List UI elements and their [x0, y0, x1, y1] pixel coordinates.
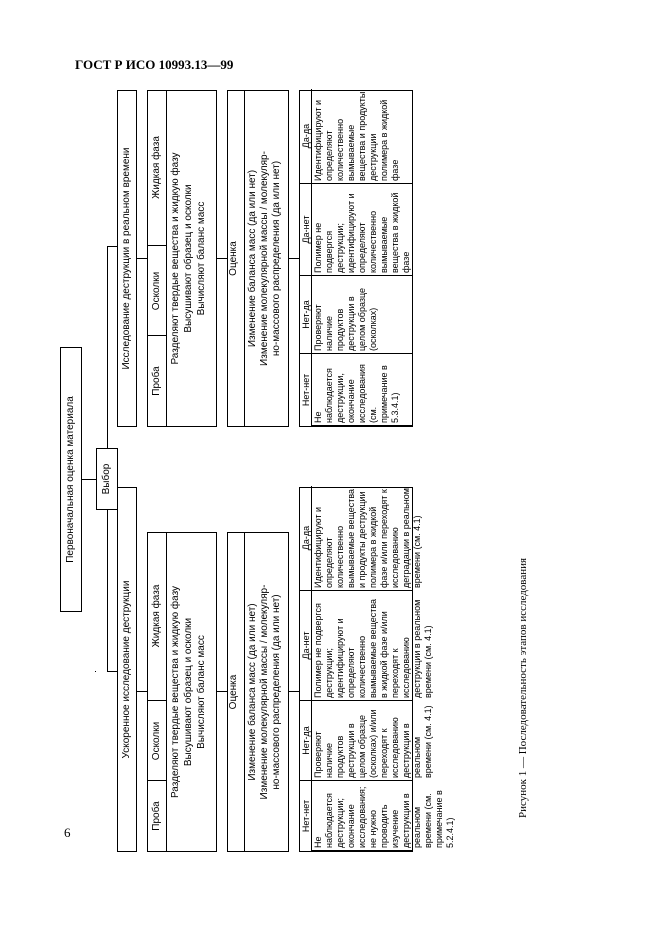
connector [217, 258, 227, 259]
connector [107, 246, 108, 386]
realtime-eval-box [227, 90, 289, 427]
step-mass-balance: Вычисляют баланс масс [196, 201, 207, 316]
connector [289, 691, 299, 692]
outcome-text: Проверяют наличие продуктов деструкции в целом образце (осколках) и/или переходят к исследованию деструкции в реальном времени (см. 4.1) [312, 701, 412, 781]
realtime-outcomes-table [299, 90, 413, 427]
eval-line: но-массового распределения (да или нет) [271, 594, 282, 790]
eval-title: Оценка [228, 91, 245, 426]
initial-evaluation-box [60, 347, 82, 612]
accelerated-study-header [117, 487, 137, 852]
step-separate: Разделяют твердые вещества и жидкую фазу [170, 152, 181, 365]
phase-sample: Проба [151, 801, 162, 831]
step-dry: Высушивают образец и осколки [183, 184, 194, 333]
outcome-text: Проверяют наличие продуктов деструкции в целом образце (осколках) [312, 276, 412, 354]
step-mass-balance: Вычисляют баланс масс [196, 635, 207, 749]
figure-caption: Рисунок 1 — Последовательность этапов исследования [517, 557, 529, 818]
eval-line: но-массового распределения (да или нет) [271, 160, 282, 357]
outcome-text: Не наблюдается деструкции, окончание исследования (см. примечание в 5.3.4.1) [312, 354, 412, 426]
step-separate: Разделяют твердые вещества и жидкую фазу [170, 585, 181, 799]
connector [107, 246, 117, 247]
connector [107, 671, 117, 672]
eval-line: Изменение баланса масс (да или нет) [247, 169, 258, 348]
accelerated-eval-box [227, 532, 289, 852]
realtime-study-header [117, 90, 137, 427]
phase-liquid: Жидкая фаза [151, 584, 162, 648]
connector [137, 691, 147, 692]
outcome-label: Да-да [300, 89, 312, 184]
phase-sample: Проба [151, 366, 162, 396]
realtime-phases-box [147, 90, 217, 427]
connector [289, 258, 299, 259]
eval-title: Оценка [228, 533, 245, 851]
eval-line: Изменение баланса масс (да или нет) [247, 603, 258, 781]
connector [137, 258, 147, 259]
outcome-text: Идентифицируют и определяют количественно вымываемые вещества и продукты деструкции полимера в жидкой фазе [312, 89, 412, 184]
step-dry: Высушивают образец и осколки [183, 617, 194, 767]
outcome-label: Нет-нет [300, 781, 312, 851]
outcome-text: Полимер не подвергся деструкции; идентифицируют и определяют количественно вымываемые вещества в жидкой фазе и/или переходят к исследованию деструкции в реальном времени (см. 4.1) [312, 591, 412, 701]
connector [107, 386, 108, 448]
outcome-label: Нет-да [300, 701, 312, 781]
eval-line: Изменение молекулярной массы / молекуляр- [259, 151, 270, 366]
accelerated-study-title: Ускоренное исследование деструкции [121, 580, 132, 759]
outcome-label: Нет-да [300, 276, 312, 354]
initial-evaluation-label: Первоначальная оценка материала [65, 396, 76, 563]
phase-fragments: Осколки [151, 721, 162, 761]
outcome-text: Идентифицируют и определяют количественно вымываемые вещества и продукты деструкции полимера в жидкой фазе и/или переходят к исследованию деградации в реальном времени (см. 4.1) [312, 486, 412, 591]
outcome-label: Да-нет [300, 591, 312, 701]
eval-line: Изменение молекулярной массы / молекуляр- [259, 584, 270, 800]
outcome-text: Полимер не подвергся деструкции; идентифицируют и определяют количественно вымываемые вещества в жидкой фазе [312, 184, 412, 276]
phase-liquid: Жидкая фаза [151, 136, 162, 199]
outcome-label: Да-нет [300, 184, 312, 276]
select-box [96, 448, 118, 510]
page-header: ГОСТ Р ИСО 10993.13—99 [75, 57, 234, 72]
select-label: Выбор [101, 463, 112, 495]
connector [107, 572, 108, 672]
connector [107, 510, 108, 572]
outcome-text: Не наблюдается деструкции; окончание исследования; не нужно проводить изучение деструкции в реальном времени (см. примечание в 5.2.4.1) [312, 781, 412, 851]
phase-fragments: Осколки [151, 271, 162, 311]
outcome-label: Нет-нет [300, 354, 312, 426]
flowchart [55, 90, 455, 852]
connector [217, 691, 227, 692]
accelerated-outcomes-table [299, 487, 455, 852]
page-number: 6 [64, 825, 71, 840]
realtime-study-title: Исследование деструкции в реальном времени [121, 147, 132, 370]
accelerated-phases-box [147, 532, 217, 852]
connector [82, 479, 96, 480]
connector [95, 671, 96, 672]
outcome-label: Да-да [300, 486, 312, 591]
